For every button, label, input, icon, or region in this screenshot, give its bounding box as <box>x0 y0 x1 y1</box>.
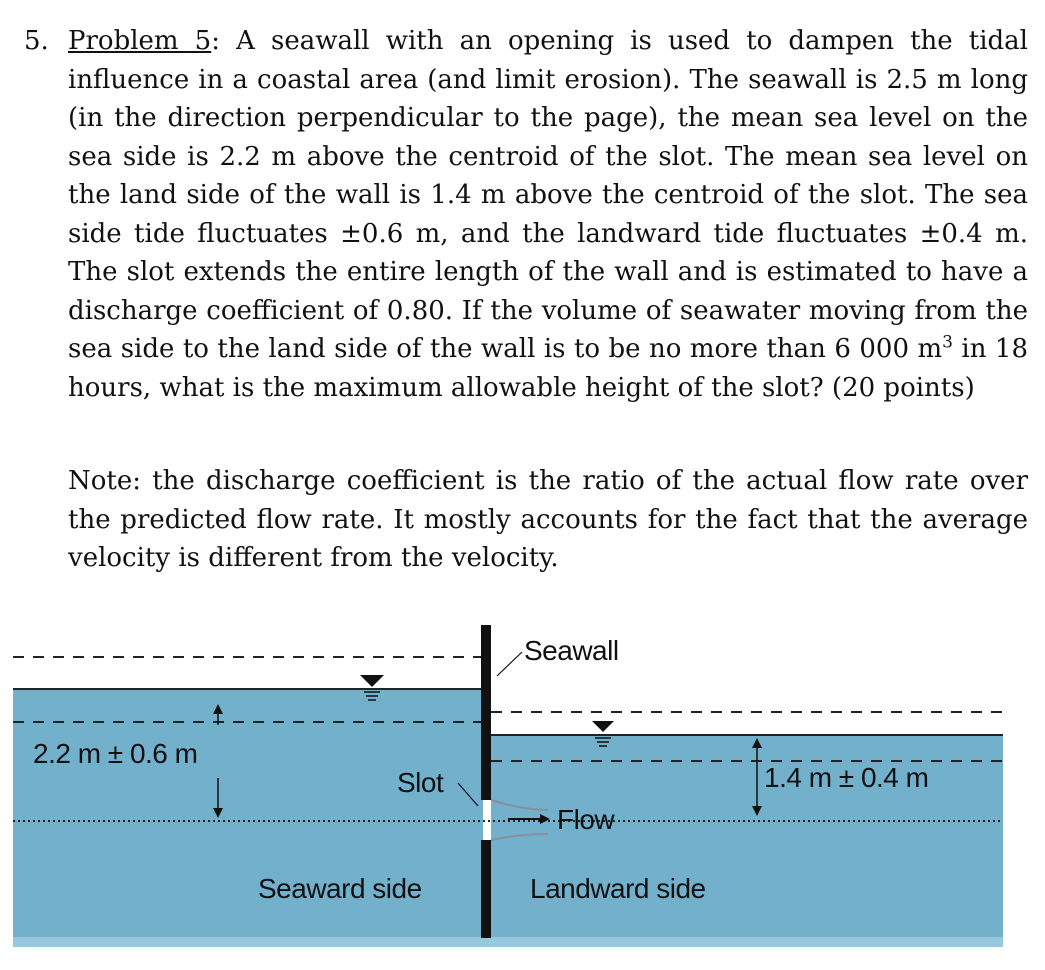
problem-5 <box>24 22 1028 407</box>
seawall-label: Seawall <box>524 635 619 666</box>
cubic-superscript: 3 <box>942 332 953 353</box>
problem-number: 5. <box>24 26 49 56</box>
landward-level-label: 1.4 m ± 0.4 m <box>764 762 929 793</box>
seawall-figure <box>0 600 1045 970</box>
seawall-leader-line <box>497 652 522 676</box>
sea-bottom-strip <box>13 937 1003 947</box>
slot-label: Slot <box>397 767 444 798</box>
problem-title: Problem 5 <box>68 26 212 56</box>
landward-side-label: Landward side <box>530 873 706 904</box>
problem-text: A seawall with an opening is used to dampen the tidal influence in a coastal area (and limit erosion). The seawall is 2.5 m long (in the direction perpendicular to the page), the mean sea level on the sea side is 2.2 m above the centroid of the slot. The mean sea level on the land side of the wall is 1.4 m above the centroid of the slot. The sea side tide fluctuates ±0.6 m, and the landward tide fluctuates ±0.4 m. The slot extends the entire length of the wall and is estimated to have a discharge coefficient of 0.80. If the volume of seawater moving from the sea side to the land side of the wall is to be no more than 6 000 m <box>68 26 1028 364</box>
problem-statement <box>68 22 1028 407</box>
seaward-side-label: Seaward side <box>258 873 422 904</box>
note-paragraph: Note: the discharge coefficient is the ratio of the actual flow rate over the predicted flow rate. It mostly accounts for the fact that the average velocity is different from the velocity. <box>68 466 1028 573</box>
seawall-lower <box>481 840 491 938</box>
flow-label: Flow <box>557 804 615 835</box>
problem-text-end: in 18 hours, what is the maximum allowable height of the slot? (20 points) <box>68 334 1028 403</box>
seawall-upper <box>481 625 491 800</box>
seaward-level-label: 2.2 m ± 0.6 m <box>33 738 198 769</box>
problem-colon: : <box>211 26 220 56</box>
